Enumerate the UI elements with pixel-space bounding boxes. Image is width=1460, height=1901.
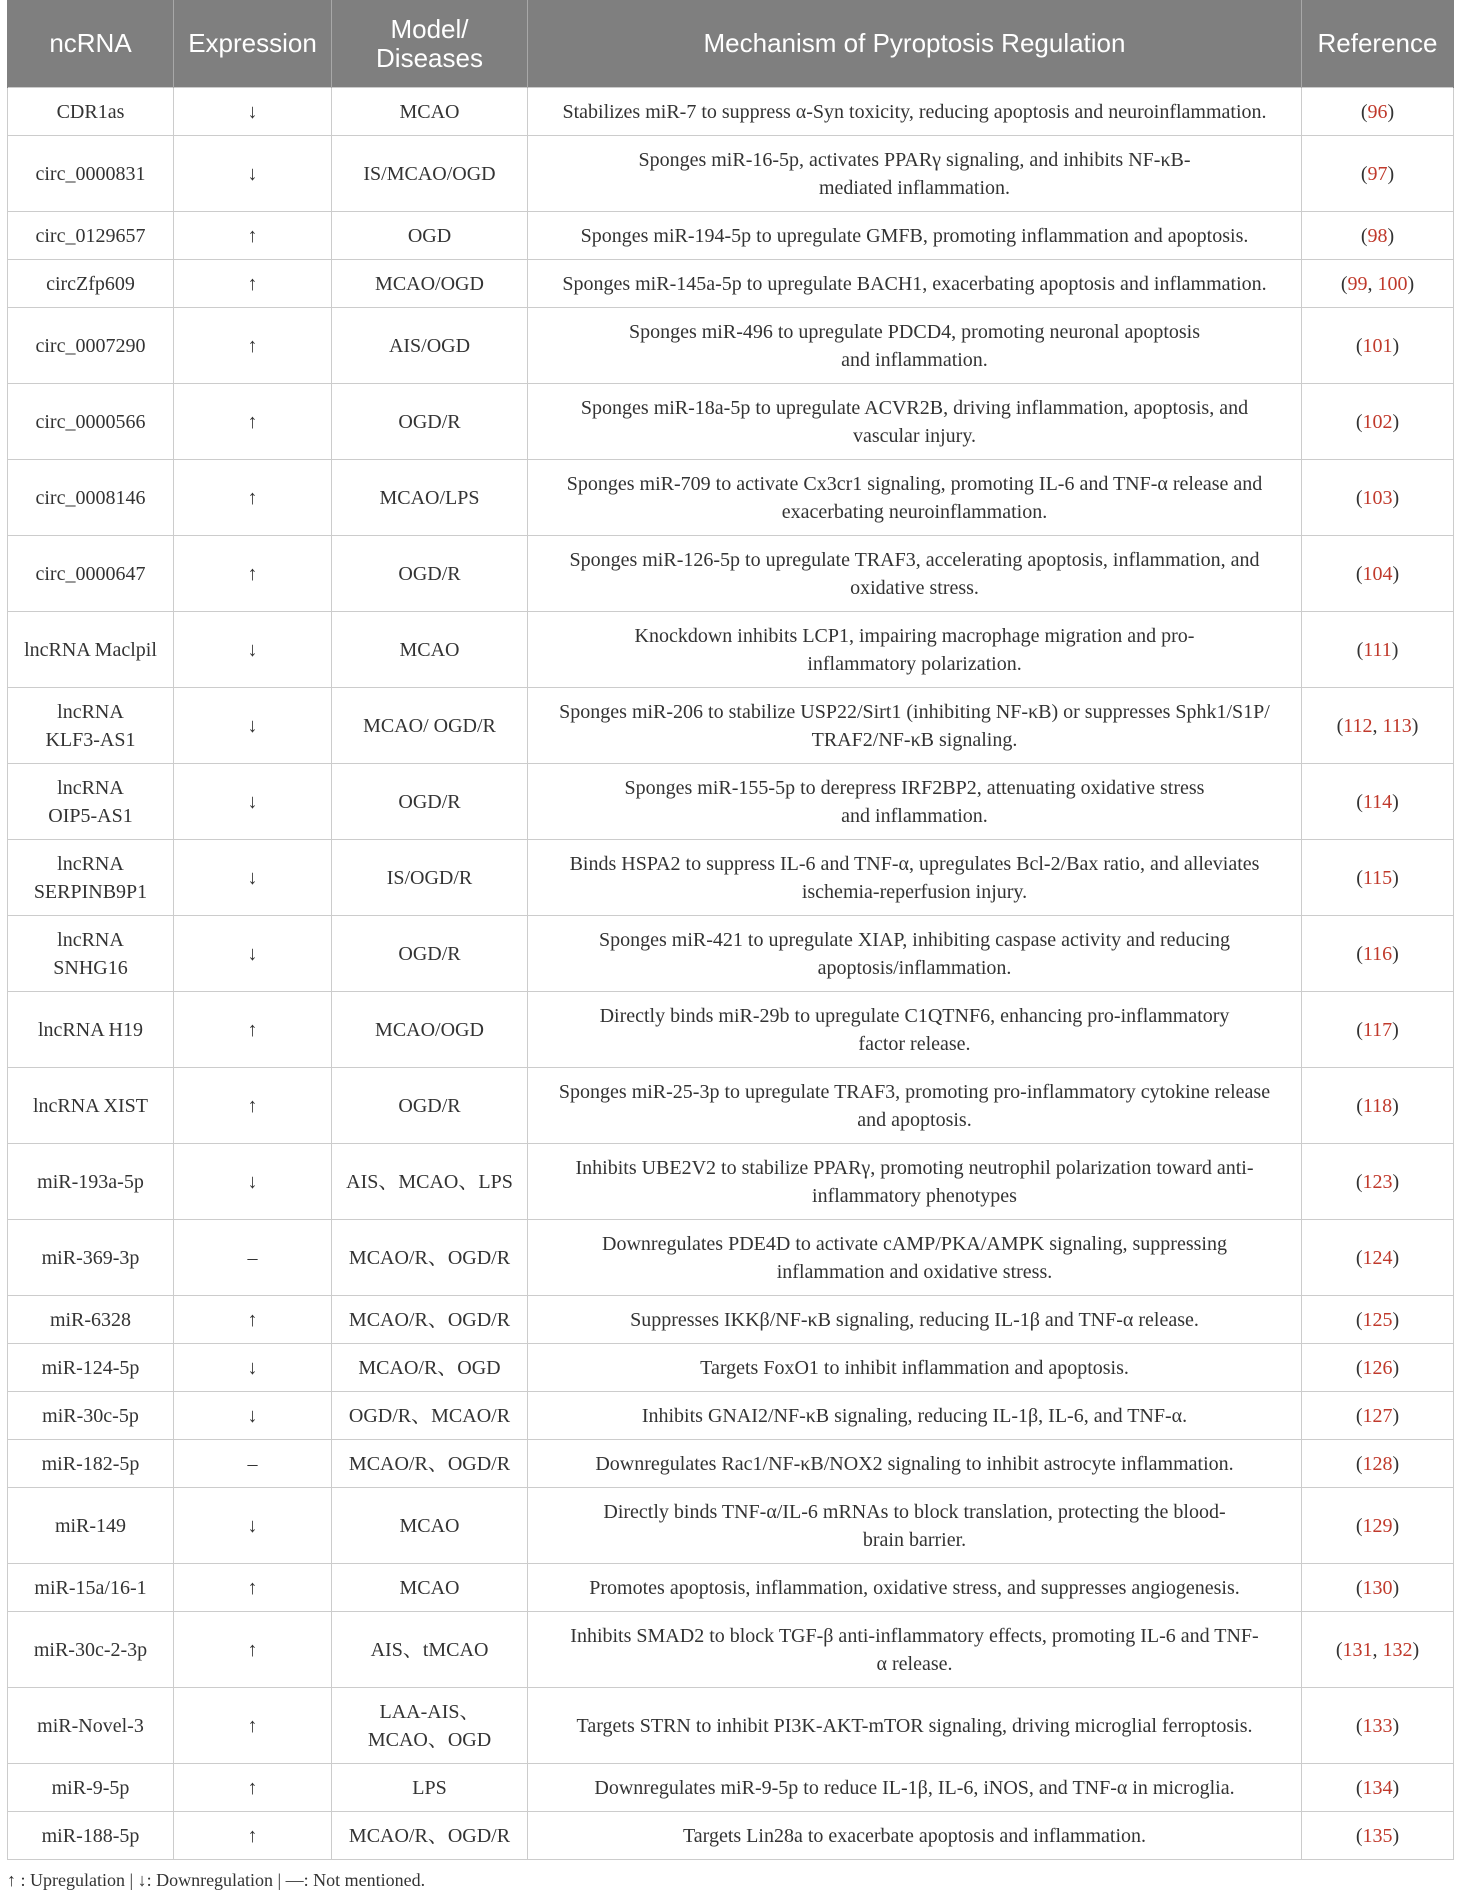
ncrna-pyroptosis-table [7, 0, 1454, 1860]
cell-mechanism: Downregulates PDE4D to activate cAMP/PKA/AMPK signaling, suppressing inflammation and oxidative stress. [528, 1220, 1302, 1296]
cell-mechanism: Binds HSPA2 to suppress IL-6 and TNF-α, upregulates Bcl-2/Bax ratio, and alleviates ischemia-reperfusion injury. [528, 840, 1302, 916]
reference-open-paren: ( [1355, 1824, 1363, 1847]
cell-model-diseases: LPS [332, 1764, 528, 1812]
reference-link[interactable]: 131 [1342, 1638, 1373, 1661]
table-row [8, 212, 1454, 260]
reference-open-paren: ( [1356, 866, 1363, 889]
reference-close-paren: ) [1392, 562, 1400, 585]
cell-ncrna: miR-369-3p [8, 1220, 174, 1296]
cell-reference [1302, 1564, 1454, 1612]
cell-ncrna: miR-30c-5p [8, 1392, 174, 1440]
reference-open-paren: ( [1355, 334, 1363, 357]
cell-reference [1302, 384, 1454, 460]
cell-expression: ↓ [174, 688, 332, 764]
table-row [8, 384, 1454, 460]
cell-mechanism: Downregulates Rac1/NF-κB/NOX2 signaling to inhibit astrocyte inflammation. [528, 1440, 1302, 1488]
cell-expression: ↑ [174, 1764, 332, 1812]
cell-model-diseases: MCAO/LPS [332, 460, 528, 536]
reference-close-paren: ) [1392, 334, 1400, 357]
reference-link[interactable]: 118 [1362, 1094, 1393, 1117]
cell-reference [1302, 1296, 1454, 1344]
cell-reference [1302, 1488, 1454, 1564]
cell-expression: ↓ [174, 1344, 332, 1392]
cell-expression: ↑ [174, 1564, 332, 1612]
table-row [8, 1296, 1454, 1344]
reference-link[interactable]: 125 [1362, 1308, 1393, 1331]
cell-model-diseases: OGD/R [332, 536, 528, 612]
cell-reference [1302, 916, 1454, 992]
table-row [8, 1688, 1454, 1764]
cell-model-diseases: AIS、tMCAO [332, 1612, 528, 1688]
table-row [8, 612, 1454, 688]
table-row [8, 1440, 1454, 1488]
reference-close-paren: ) [1392, 1404, 1400, 1427]
cell-model-diseases: OGD/R [332, 916, 528, 992]
cell-expression: ↑ [174, 260, 332, 308]
cell-reference [1302, 1068, 1454, 1144]
reference-open-paren: ( [1355, 1356, 1363, 1379]
reference-close-paren: ) [1392, 1246, 1400, 1269]
reference-close-paren: ) [1392, 1776, 1400, 1799]
reference-link[interactable]: 115 [1362, 866, 1393, 889]
table-row [8, 1764, 1454, 1812]
cell-ncrna: lncRNA Maclpil [8, 612, 174, 688]
table-row [8, 1488, 1454, 1564]
reference-separator: , [1372, 714, 1383, 737]
cell-model-diseases: MCAO [332, 1564, 528, 1612]
cell-model-diseases: MCAO/OGD [332, 260, 528, 308]
cell-model-diseases: OGD/R [332, 764, 528, 840]
cell-expression: ↑ [174, 1068, 332, 1144]
cell-model-diseases: MCAO/R、OGD/R [332, 1440, 528, 1488]
reference-link[interactable]: 127 [1362, 1404, 1393, 1427]
table-row [8, 260, 1454, 308]
cell-ncrna: miR-182-5p [8, 1440, 174, 1488]
reference-open-paren: ( [1355, 1576, 1363, 1599]
reference-link[interactable]: 123 [1362, 1170, 1393, 1193]
cell-model-diseases: MCAO/R、OGD/R [332, 1296, 528, 1344]
cell-mechanism: Sponges miR-709 to activate Cx3cr1 signaling, promoting IL-6 and TNF-α release and exacerbating neuroinflammation. [528, 460, 1302, 536]
table-row [8, 136, 1454, 212]
reference-link[interactable]: 112 [1343, 714, 1373, 737]
cell-reference [1302, 536, 1454, 612]
cell-expression: – [174, 1440, 332, 1488]
table-body [8, 88, 1454, 1860]
cell-expression: ↑ [174, 1612, 332, 1688]
header-model-diseases: Model/ Diseases [332, 0, 528, 88]
cell-expression: ↑ [174, 460, 332, 536]
table-header [8, 0, 1454, 88]
table-footnote: ↑ : Upregulation | ↓: Downregulation | —: Not mentioned. [7, 1870, 426, 1890]
header-mechanism: Mechanism of Pyroptosis Regulation [528, 0, 1302, 88]
cell-mechanism: Sponges miR-496 to upregulate PDCD4, promoting neuronal apoptosis and inflammation. [528, 308, 1302, 384]
cell-expression: ↓ [174, 88, 332, 136]
cell-reference [1302, 1220, 1454, 1296]
cell-ncrna: lncRNA SERPINB9P1 [8, 840, 174, 916]
cell-expression: ↓ [174, 1488, 332, 1564]
reference-open-paren: ( [1360, 224, 1368, 247]
cell-mechanism: Sponges miR-126-5p to upregulate TRAF3, accelerating apoptosis, inflammation, and oxidative stress. [528, 536, 1302, 612]
reference-open-paren: ( [1355, 562, 1363, 585]
reference-link[interactable]: 104 [1362, 562, 1393, 585]
table-row [8, 764, 1454, 840]
header-reference: Reference [1302, 0, 1454, 88]
reference-open-paren: ( [1356, 790, 1363, 813]
cell-model-diseases: OGD/R、MCAO/R [332, 1392, 528, 1440]
cell-reference [1302, 308, 1454, 384]
table-row [8, 536, 1454, 612]
cell-ncrna: miR-Novel-3 [8, 1688, 174, 1764]
cell-model-diseases: IS/OGD/R [332, 840, 528, 916]
reference-link[interactable]: 130 [1362, 1576, 1393, 1599]
cell-expression: ↑ [174, 1296, 332, 1344]
cell-model-diseases: MCAO [332, 88, 528, 136]
cell-ncrna: miR-149 [8, 1488, 174, 1564]
cell-ncrna: lncRNA KLF3-AS1 [8, 688, 174, 764]
cell-model-diseases: OGD/R [332, 1068, 528, 1144]
cell-expression: ↓ [174, 916, 332, 992]
table-row [8, 308, 1454, 384]
reference-close-paren: ) [1392, 1714, 1400, 1737]
reference-separator: , [1372, 1638, 1383, 1661]
header-expression: Expression [174, 0, 332, 88]
table-row [8, 916, 1454, 992]
table-row [8, 688, 1454, 764]
cell-mechanism: Targets STRN to inhibit PI3K-AKT-mTOR signaling, driving microglial ferroptosis. [528, 1688, 1302, 1764]
cell-mechanism: Suppresses IKKβ/NF-κB signaling, reducing IL-1β and TNF-α release. [528, 1296, 1302, 1344]
reference-open-paren: ( [1355, 410, 1363, 433]
table-row [8, 1144, 1454, 1220]
cell-model-diseases: OGD [332, 212, 528, 260]
cell-model-diseases: MCAO [332, 1488, 528, 1564]
reference-open-paren: ( [1355, 486, 1363, 509]
cell-ncrna: circ_0129657 [8, 212, 174, 260]
reference-link[interactable]: 113 [1382, 714, 1412, 737]
cell-model-diseases: MCAO/OGD [332, 992, 528, 1068]
cell-model-diseases: MCAO/R、OGD/R [332, 1220, 528, 1296]
reference-close-paren: ) [1407, 272, 1415, 295]
cell-expression: ↑ [174, 212, 332, 260]
cell-mechanism: Targets Lin28a to exacerbate apoptosis and inflammation. [528, 1812, 1302, 1860]
reference-close-paren: ) [1392, 1018, 1399, 1041]
cell-reference [1302, 992, 1454, 1068]
reference-close-paren: ) [1392, 1170, 1400, 1193]
reference-close-paren: ) [1392, 410, 1400, 433]
cell-expression: ↑ [174, 992, 332, 1068]
cell-ncrna: miR-193a-5p [8, 1144, 174, 1220]
header-row [8, 0, 1454, 88]
cell-mechanism: Directly binds miR-29b to upregulate C1QTNF6, enhancing pro-inflammatory factor release. [528, 992, 1302, 1068]
reference-close-paren: ) [1392, 1452, 1400, 1475]
cell-ncrna: circZfp609 [8, 260, 174, 308]
table-row [8, 1612, 1454, 1688]
reference-close-paren: ) [1387, 224, 1395, 247]
cell-mechanism: Inhibits GNAI2/NF-κB signaling, reducing IL-1β, IL-6, and TNF-α. [528, 1392, 1302, 1440]
cell-reference [1302, 1344, 1454, 1392]
reference-open-paren: ( [1355, 1514, 1363, 1537]
cell-reference [1302, 1612, 1454, 1688]
cell-expression: ↑ [174, 308, 332, 384]
cell-mechanism: Promotes apoptosis, inflammation, oxidative stress, and suppresses angiogenesis. [528, 1564, 1302, 1612]
reference-close-paren: ) [1392, 1308, 1400, 1331]
cell-reference [1302, 136, 1454, 212]
cell-reference [1302, 840, 1454, 916]
reference-open-paren: ( [1355, 1776, 1363, 1799]
cell-expression: ↑ [174, 1688, 332, 1764]
cell-model-diseases: OGD/R [332, 384, 528, 460]
cell-ncrna: lncRNA XIST [8, 1068, 174, 1144]
cell-mechanism: Inhibits UBE2V2 to stabilize PPARγ, promoting neutrophil polarization toward anti- inflammatory phenotypes [528, 1144, 1302, 1220]
cell-mechanism: Downregulates miR-9-5p to reduce IL-1β, IL-6, iNOS, and TNF-α in microglia. [528, 1764, 1302, 1812]
reference-link[interactable]: 134 [1362, 1776, 1393, 1799]
reference-link[interactable]: 96 [1367, 100, 1388, 123]
cell-ncrna: miR-188-5p [8, 1812, 174, 1860]
cell-reference [1302, 1688, 1454, 1764]
cell-model-diseases: MCAO/R、OGD [332, 1344, 528, 1392]
reference-open-paren: ( [1336, 714, 1344, 737]
cell-reference [1302, 1392, 1454, 1440]
reference-link[interactable]: 114 [1362, 790, 1393, 813]
reference-open-paren: ( [1355, 1246, 1363, 1269]
cell-ncrna: miR-30c-2-3p [8, 1612, 174, 1688]
cell-model-diseases: AIS/OGD [332, 308, 528, 384]
cell-expression: ↓ [174, 840, 332, 916]
cell-mechanism: Directly binds TNF-α/IL-6 mRNAs to block translation, protecting the blood- brain barrier. [528, 1488, 1302, 1564]
reference-close-paren: ) [1392, 1514, 1400, 1537]
reference-close-paren: ) [1387, 162, 1395, 185]
reference-link[interactable]: 126 [1362, 1356, 1393, 1379]
cell-mechanism: Stabilizes miR-7 to suppress α-Syn toxicity, reducing apoptosis and neuroinflammation. [528, 88, 1302, 136]
cell-expression: ↓ [174, 612, 332, 688]
cell-ncrna: circ_0008146 [8, 460, 174, 536]
cell-model-diseases: LAA-AIS、 MCAO、OGD [332, 1688, 528, 1764]
reference-link[interactable]: 135 [1362, 1824, 1393, 1847]
reference-link[interactable]: 128 [1362, 1452, 1393, 1475]
table-row [8, 88, 1454, 136]
table-container [7, 0, 1453, 1891]
cell-ncrna: miR-15a/16-1 [8, 1564, 174, 1612]
cell-model-diseases: AIS、MCAO、LPS [332, 1144, 528, 1220]
reference-close-paren: ) [1392, 1356, 1400, 1379]
reference-link[interactable]: 102 [1362, 410, 1393, 433]
reference-close-paren: ) [1392, 1576, 1400, 1599]
cell-reference [1302, 1144, 1454, 1220]
cell-reference [1302, 1440, 1454, 1488]
reference-open-paren: ( [1356, 638, 1364, 661]
cell-ncrna: lncRNA SNHG16 [8, 916, 174, 992]
cell-ncrna: miR-9-5p [8, 1764, 174, 1812]
table-row [8, 1068, 1454, 1144]
reference-open-paren: ( [1355, 1308, 1363, 1331]
reference-open-paren: ( [1356, 942, 1363, 965]
reference-link[interactable]: 99 [1347, 272, 1368, 295]
reference-open-paren: ( [1356, 1018, 1363, 1041]
cell-mechanism: Sponges miR-194-5p to upregulate GMFB, promoting inflammation and apoptosis. [528, 212, 1302, 260]
reference-open-paren: ( [1360, 100, 1368, 123]
reference-link[interactable]: 132 [1382, 1638, 1413, 1661]
table-row [8, 460, 1454, 536]
cell-expression: – [174, 1220, 332, 1296]
table-row [8, 1812, 1454, 1860]
reference-link[interactable]: 116 [1362, 942, 1393, 965]
cell-expression: ↓ [174, 136, 332, 212]
cell-reference [1302, 612, 1454, 688]
reference-link[interactable]: 98 [1367, 224, 1388, 247]
reference-close-paren: ) [1391, 638, 1399, 661]
cell-mechanism: Inhibits SMAD2 to block TGF-β anti-inflammatory effects, promoting IL-6 and TNF- α release. [528, 1612, 1302, 1688]
cell-reference [1302, 88, 1454, 136]
cell-model-diseases: IS/MCAO/OGD [332, 136, 528, 212]
reference-link[interactable]: 111 [1363, 638, 1392, 661]
table-row [8, 1564, 1454, 1612]
cell-reference [1302, 764, 1454, 840]
reference-open-paren: ( [1355, 1452, 1363, 1475]
cell-model-diseases: MCAO/ OGD/R [332, 688, 528, 764]
reference-open-paren: ( [1355, 1170, 1363, 1193]
reference-close-paren: ) [1411, 714, 1419, 737]
cell-ncrna: miR-124-5p [8, 1344, 174, 1392]
reference-close-paren: ) [1392, 1824, 1400, 1847]
cell-reference [1302, 460, 1454, 536]
cell-expression: ↑ [174, 536, 332, 612]
cell-mechanism: Sponges miR-421 to upregulate XIAP, inhibiting caspase activity and reducing apoptosis/inflammation. [528, 916, 1302, 992]
reference-close-paren: ) [1392, 790, 1399, 813]
reference-open-paren: ( [1340, 272, 1348, 295]
cell-ncrna: CDR1as [8, 88, 174, 136]
reference-close-paren: ) [1412, 1638, 1420, 1661]
cell-model-diseases: MCAO [332, 612, 528, 688]
reference-close-paren: ) [1387, 100, 1395, 123]
cell-reference [1302, 260, 1454, 308]
reference-link[interactable]: 100 [1377, 272, 1408, 295]
reference-link[interactable]: 133 [1362, 1714, 1393, 1737]
table-row [8, 840, 1454, 916]
cell-expression: ↑ [174, 384, 332, 460]
cell-mechanism: Sponges miR-206 to stabilize USP22/Sirt1 (inhibiting NF-κB) or suppresses Sphk1/S1P/ TRAF2/NF-κB signaling. [528, 688, 1302, 764]
cell-mechanism: Sponges miR-155-5p to derepress IRF2BP2, attenuating oxidative stress and inflammation. [528, 764, 1302, 840]
reference-link[interactable]: 101 [1362, 334, 1393, 357]
cell-ncrna: circ_0000647 [8, 536, 174, 612]
table-row [8, 1220, 1454, 1296]
cell-mechanism: Sponges miR-18a-5p to upregulate ACVR2B, driving inflammation, apoptosis, and vascular injury. [528, 384, 1302, 460]
cell-mechanism: Sponges miR-25-3p to upregulate TRAF3, promoting pro-inflammatory cytokine release and apoptosis. [528, 1068, 1302, 1144]
cell-reference [1302, 212, 1454, 260]
reference-open-paren: ( [1335, 1638, 1343, 1661]
cell-mechanism: Sponges miR-16-5p, activates PPARγ signaling, and inhibits NF-κB- mediated inflammation. [528, 136, 1302, 212]
cell-expression: ↑ [174, 1812, 332, 1860]
reference-link[interactable]: 124 [1362, 1246, 1393, 1269]
reference-close-paren: ) [1392, 866, 1399, 889]
cell-expression: ↓ [174, 764, 332, 840]
cell-ncrna: circ_0000566 [8, 384, 174, 460]
table-row [8, 992, 1454, 1068]
cell-ncrna: lncRNA H19 [8, 992, 174, 1068]
cell-mechanism: Knockdown inhibits LCP1, impairing macrophage migration and pro- inflammatory polarization. [528, 612, 1302, 688]
reference-open-paren: ( [1355, 1714, 1363, 1737]
cell-reference [1302, 688, 1454, 764]
reference-link[interactable]: 103 [1362, 486, 1393, 509]
reference-link[interactable]: 97 [1367, 162, 1388, 185]
cell-ncrna: circ_0000831 [8, 136, 174, 212]
cell-ncrna: miR-6328 [8, 1296, 174, 1344]
cell-ncrna: lncRNA OIP5-AS1 [8, 764, 174, 840]
cell-ncrna: circ_0007290 [8, 308, 174, 384]
table-row [8, 1344, 1454, 1392]
reference-open-paren: ( [1360, 162, 1368, 185]
cell-model-diseases: MCAO/R、OGD/R [332, 1812, 528, 1860]
reference-open-paren: ( [1355, 1404, 1363, 1427]
cell-mechanism: Targets FoxO1 to inhibit inflammation and apoptosis. [528, 1344, 1302, 1392]
header-ncrna: ncRNA [8, 0, 174, 88]
cell-mechanism: Sponges miR-145a-5p to upregulate BACH1, exacerbating apoptosis and inflammation. [528, 260, 1302, 308]
reference-link[interactable]: 117 [1362, 1018, 1393, 1041]
reference-close-paren: ) [1392, 1094, 1399, 1117]
cell-reference [1302, 1812, 1454, 1860]
reference-link[interactable]: 129 [1362, 1514, 1393, 1537]
reference-open-paren: ( [1356, 1094, 1363, 1117]
table-row [8, 1392, 1454, 1440]
reference-close-paren: ) [1392, 942, 1399, 965]
reference-separator: , [1367, 272, 1378, 295]
cell-expression: ↓ [174, 1144, 332, 1220]
cell-expression: ↓ [174, 1392, 332, 1440]
cell-reference [1302, 1764, 1454, 1812]
reference-close-paren: ) [1392, 486, 1400, 509]
